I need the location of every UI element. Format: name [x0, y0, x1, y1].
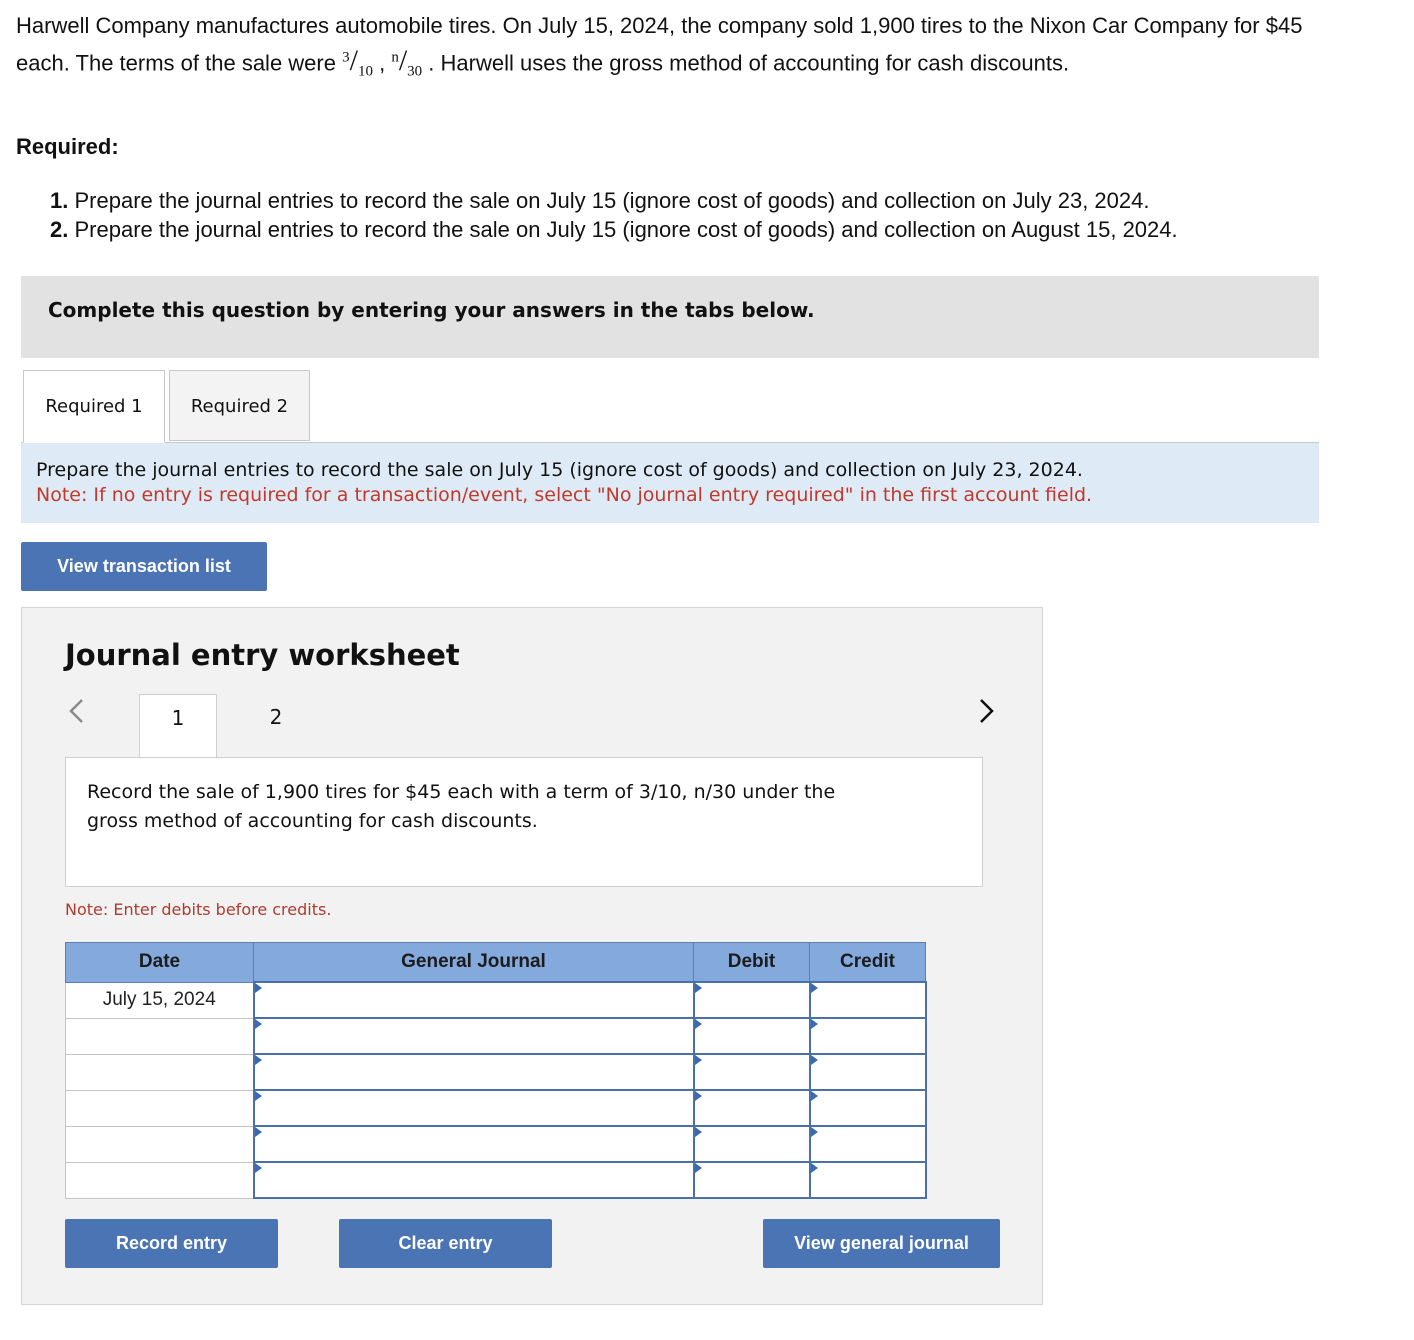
table-row [66, 1090, 926, 1126]
debit-cell [694, 1162, 810, 1198]
debit-input[interactable] [695, 1055, 809, 1089]
account-cell [254, 1054, 694, 1090]
worksheet-title: Journal entry worksheet [65, 638, 460, 672]
credit-input[interactable] [811, 1019, 925, 1053]
problem-text-start: Harwell Company manufactures automobile tires. On July 15, 2024, the company sold 1,900 tires to the Nixon Car Company for $45 each. The terms of the sale were [16, 13, 1303, 76]
date-cell: July 15, 2024 [66, 982, 254, 1018]
chevron-right-icon[interactable] [977, 696, 997, 734]
credit-cell [810, 1126, 926, 1162]
info-instruction: Prepare the journal entries to record the sale on July 15 (ignore cost of goods) and collection on July 23, 2024. [36, 459, 1083, 481]
debit-input[interactable] [695, 1019, 809, 1053]
header-debit: Debit [694, 943, 810, 983]
credit-input[interactable] [811, 983, 925, 1017]
table-row [66, 1126, 926, 1162]
date-cell [66, 1054, 254, 1090]
worksheet-page-1[interactable]: 1 [139, 694, 217, 759]
credit-cell [810, 982, 926, 1018]
debit-cell [694, 982, 810, 1018]
discount-fraction: $^3/_{10}$ [342, 44, 373, 80]
transaction-description: Record the sale of 1,900 tires for $45 each with a term of 3/10, n/30 under the gross method of accounting for cash discounts. [87, 781, 836, 832]
credit-cell [810, 1054, 926, 1090]
clear-entry-button[interactable]: Clear entry [339, 1219, 552, 1268]
table-row [66, 1018, 926, 1054]
transaction-description-box [65, 757, 983, 887]
journal-entry-worksheet [21, 607, 1043, 1305]
problem-statement [16, 10, 1306, 88]
info-bar [21, 443, 1319, 523]
date-cell [66, 1126, 254, 1162]
credit-input[interactable] [811, 1091, 925, 1125]
worksheet-page-2[interactable]: 2 [269, 705, 283, 729]
credit-cell [810, 1162, 926, 1198]
account-input[interactable] [255, 1055, 693, 1089]
instruction-bar [21, 276, 1319, 358]
debit-input[interactable] [695, 983, 809, 1017]
debit-cell [694, 1018, 810, 1054]
table-row [66, 1162, 926, 1198]
account-input[interactable] [255, 1019, 693, 1053]
view-transaction-list-button[interactable]: View transaction list [21, 542, 267, 591]
chevron-left-icon[interactable] [66, 696, 86, 734]
credit-input[interactable] [811, 1055, 925, 1089]
record-entry-button[interactable]: Record entry [65, 1219, 278, 1268]
net-fraction: $^n/_{30}$ [391, 44, 423, 80]
date-cell [66, 1090, 254, 1126]
date-cell [66, 1162, 254, 1198]
required-heading: Required: [16, 134, 119, 159]
header-general-journal: General Journal [254, 943, 694, 983]
account-cell [254, 982, 694, 1018]
account-cell [254, 1090, 694, 1126]
account-input[interactable] [255, 983, 693, 1017]
journal-header-row [66, 943, 926, 983]
account-cell [254, 1162, 694, 1198]
table-row [66, 1054, 926, 1090]
account-input[interactable] [255, 1091, 693, 1125]
required-item-1: 1. Prepare the journal entries to record the sale on July 15 (ignore cost of goods) and collection on July 23, 2024. [50, 188, 1150, 213]
debit-cell [694, 1090, 810, 1126]
credit-input[interactable] [811, 1127, 925, 1161]
required-list [50, 186, 1178, 244]
header-date: Date [66, 943, 254, 983]
instruction-text: Complete this question by entering your answers in the tabs below. [48, 298, 815, 322]
credit-cell [810, 1090, 926, 1126]
info-note: Note: If no entry is required for a transaction/event, select "No journal entry required" in the first account field. [36, 484, 1093, 506]
date-cell [66, 1018, 254, 1054]
debit-cell [694, 1054, 810, 1090]
required-item-2: 2. Prepare the journal entries to record the sale on July 15 (ignore cost of goods) and collection on August 15, 2024. [50, 217, 1178, 242]
account-input[interactable] [255, 1127, 693, 1161]
debit-cell [694, 1126, 810, 1162]
tab-required-2[interactable]: Required 2 [169, 370, 310, 441]
view-general-journal-button[interactable]: View general journal [763, 1219, 1000, 1268]
account-input[interactable] [255, 1163, 693, 1197]
account-cell [254, 1126, 694, 1162]
debit-input[interactable] [695, 1163, 809, 1197]
account-cell [254, 1018, 694, 1054]
table-row [66, 982, 926, 1018]
debits-credits-note: Note: Enter debits before credits. [65, 900, 332, 919]
debit-input[interactable] [695, 1091, 809, 1125]
problem-text-end: . Harwell uses the gross method of accounting for cash discounts. [428, 50, 1070, 76]
tab-required-1[interactable]: Required 1 [23, 370, 165, 443]
tab-bar [21, 370, 1319, 443]
terms-separator: , [379, 50, 386, 76]
credit-cell [810, 1018, 926, 1054]
journal-table [65, 942, 927, 1199]
debit-input[interactable] [695, 1127, 809, 1161]
credit-input[interactable] [811, 1163, 925, 1197]
header-credit: Credit [810, 943, 926, 983]
